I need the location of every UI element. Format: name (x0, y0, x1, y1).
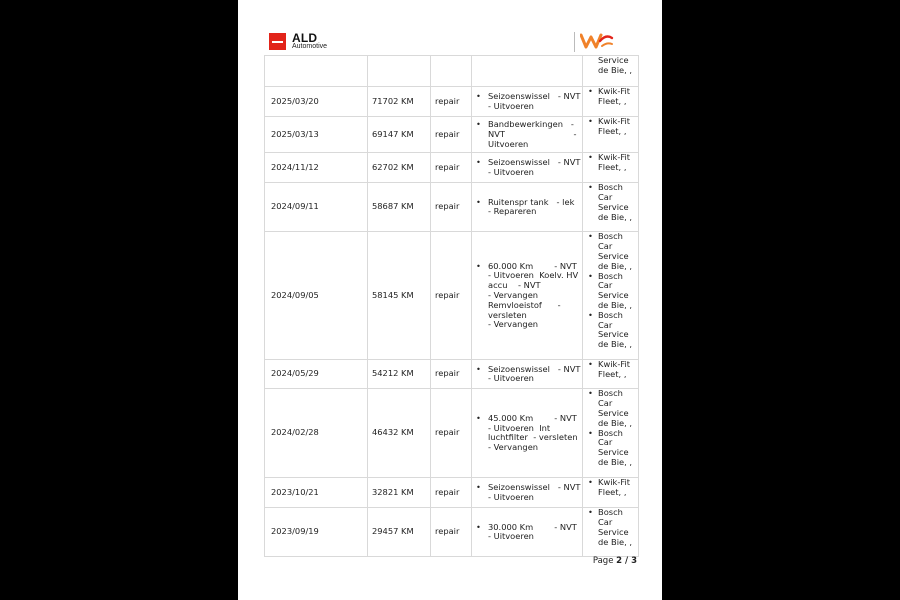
type-cell: repair (431, 508, 472, 557)
activity-line: • 60.000 Km - NVT (488, 260, 577, 271)
supplier-item (586, 478, 636, 498)
date-cell: 2024/02/28 (265, 389, 368, 478)
supplier-line: • Bosch (598, 427, 623, 438)
date-cell: 2025/03/13 (265, 117, 368, 153)
activity-line: - Uitvoeren (488, 100, 534, 111)
type-cell: repair (431, 478, 472, 508)
supplier-line: Fleet, , (598, 369, 627, 380)
supplier-item (586, 232, 636, 271)
activity-line: - Repareren (488, 206, 537, 217)
ald-logo-mark (269, 33, 286, 50)
activity-item (476, 482, 581, 503)
supplier-item (586, 429, 636, 468)
activity-line: - Vervangen (488, 319, 539, 330)
supplier-line: Fleet, , (598, 162, 627, 173)
table-row (265, 183, 639, 232)
page-label: Page (592, 556, 614, 566)
mileage-cell: 58145 KM (368, 232, 431, 360)
supplier-cell (583, 389, 639, 478)
date-cell: 2023/10/21 (265, 478, 368, 508)
supplier-line: de Bie, , (598, 456, 633, 467)
supplier-line: de Bie, , (598, 64, 633, 75)
supplier-line: Service (598, 201, 629, 212)
activity-line: - Uitvoeren Int (488, 422, 551, 433)
activity-line: - Uitvoeren (488, 491, 534, 502)
supplier-cell (583, 478, 639, 508)
activity-item (476, 198, 578, 218)
supplier-line: • Bosch (598, 182, 623, 193)
activity-line: • Bandbewerkingen - (488, 119, 574, 129)
supplier-line: Car (598, 437, 613, 448)
activity-cell (472, 183, 583, 232)
supplier-line: Service (598, 329, 629, 340)
leaseplan-logo-icon (580, 32, 614, 50)
activity-cell (472, 360, 583, 389)
supplier-line: • Bosch (598, 388, 623, 399)
type-cell: repair (431, 117, 472, 153)
table-row (265, 389, 639, 478)
supplier-line: • Kwik-Fit (598, 116, 631, 126)
activity-cell (472, 153, 583, 183)
page-current: 2 (616, 556, 623, 566)
activity-cell (472, 478, 583, 508)
type-cell: repair (431, 87, 472, 117)
table-row (265, 508, 639, 557)
activity-line: - Uitvoeren (488, 531, 534, 542)
supplier-line: • Kwik-Fit (598, 152, 631, 163)
supplier-line: Car (598, 241, 613, 252)
date-cell: 2024/09/11 (265, 183, 368, 232)
activity-line: - Vervangen (488, 442, 539, 453)
supplier-line: Fleet, , (598, 95, 627, 106)
supplier-line: • Bosch (598, 309, 623, 320)
activity-item (476, 363, 581, 385)
activity-line: NVT - (488, 128, 577, 139)
type-cell: repair (431, 183, 472, 232)
mileage-cell: 71702 KM (368, 87, 431, 117)
date-cell (265, 56, 368, 87)
supplier-line: de Bie, , (598, 299, 633, 310)
ald-logo-sub: Automotive (292, 43, 328, 50)
supplier-line: Service (598, 55, 629, 65)
supplier-line: Car (598, 280, 613, 291)
supplier-line: Fleet, , (598, 125, 627, 136)
date-cell: 2024/05/29 (265, 360, 368, 389)
activity-line: - Uitvoeren (488, 373, 534, 384)
supplier-line: de Bie, , (598, 211, 633, 222)
supplier-line: de Bie, , (598, 536, 633, 547)
page-number (593, 556, 637, 566)
page-total: 3 (631, 556, 637, 566)
activity-line: • Seizoenswissel - NVT (488, 157, 581, 168)
ald-logo-name: ALD (292, 31, 318, 45)
supplier-cell (583, 56, 639, 87)
supplier-line: Service (598, 526, 629, 537)
supplier-line: Car (598, 398, 613, 409)
supplier-cell (583, 153, 639, 183)
type-cell: repair (431, 360, 472, 389)
table-row (265, 117, 639, 153)
table-row (265, 232, 639, 360)
mileage-cell: 69147 KM (368, 117, 431, 153)
supplier-line: • Kwik-Fit (598, 477, 631, 488)
supplier-item (586, 360, 636, 380)
activity-item (476, 414, 578, 453)
activity-line: • Ruitenspr tank - lek (488, 196, 575, 207)
supplier-item (586, 311, 636, 350)
mileage-cell: 62702 KM (368, 153, 431, 183)
supplier-line: • Bosch (598, 270, 623, 281)
activity-cell (472, 56, 583, 87)
activity-line: • Seizoenswissel - NVT (488, 363, 581, 374)
maintenance-table-body (265, 56, 639, 557)
supplier-line: Car (598, 319, 613, 330)
type-cell: repair (431, 389, 472, 478)
activity-line: Uitvoeren (488, 138, 529, 149)
supplier-cell (583, 183, 639, 232)
mileage-cell: 54212 KM (368, 360, 431, 389)
supplier-item (586, 272, 636, 311)
activity-line: accu - NVT (488, 280, 541, 291)
supplier-line: de Bie, , (598, 339, 633, 350)
activity-cell (472, 87, 583, 117)
supplier-cell (583, 87, 639, 117)
activity-item (476, 120, 578, 149)
activity-line: Remvloeistof - (488, 299, 561, 310)
supplier-line: Service (598, 250, 629, 261)
supplier-cell (583, 232, 639, 360)
mileage-cell: 32821 KM (368, 478, 431, 508)
maintenance-history-table (264, 55, 638, 557)
activity-item (476, 523, 578, 543)
supplier-line: Service (598, 407, 629, 418)
activity-line: versleten (488, 309, 527, 320)
activity-cell (472, 508, 583, 557)
activity-line: - Uitvoeren Koelv. HV (488, 270, 579, 281)
supplier-item (586, 87, 636, 107)
table-row (265, 56, 639, 87)
activity-line: • 45.000 Km - NVT (488, 412, 577, 423)
activity-line: - Vervangen (488, 289, 539, 300)
type-cell: repair (431, 153, 472, 183)
activity-cell (472, 389, 583, 478)
mileage-cell (368, 56, 431, 87)
activity-cell (472, 117, 583, 153)
page-separator: / (622, 556, 632, 566)
mileage-cell: 58687 KM (368, 183, 431, 232)
supplier-line: • Kwik-Fit (598, 86, 631, 96)
mileage-cell: 46432 KM (368, 389, 431, 478)
date-cell: 2025/03/20 (265, 87, 368, 117)
supplier-line: • Bosch (598, 231, 623, 242)
supplier-line: • Kwik-Fit (598, 359, 631, 370)
activity-line: - Uitvoeren (488, 166, 534, 177)
mileage-cell: 29457 KM (368, 508, 431, 557)
supplier-cell (583, 117, 639, 153)
date-cell: 2024/11/12 (265, 153, 368, 183)
supplier-line: Fleet, , (598, 487, 627, 498)
supplier-line: Car (598, 192, 613, 203)
supplier-item (586, 183, 636, 222)
date-cell: 2023/09/19 (265, 508, 368, 557)
date-cell: 2024/09/05 (265, 232, 368, 360)
supplier-item (586, 389, 636, 428)
activity-item (476, 262, 578, 331)
supplier-item (586, 508, 636, 547)
activity-line: • Seizoenswissel - NVT (488, 482, 581, 493)
logo-divider (574, 32, 575, 52)
activity-line: luchtfilter - versleten (488, 432, 578, 443)
type-cell (431, 56, 472, 87)
activity-item (476, 90, 581, 112)
supplier-line: Car (598, 517, 613, 528)
type-cell: repair (431, 232, 472, 360)
supplier-line: Service (598, 447, 629, 458)
supplier-cell (583, 360, 639, 389)
supplier-line: de Bie, , (598, 417, 633, 428)
activity-item (476, 157, 581, 178)
supplier-line: • Bosch (598, 507, 623, 518)
activity-cell (472, 232, 583, 360)
supplier-item (586, 153, 636, 173)
table-row (265, 153, 639, 183)
supplier-item (586, 117, 636, 137)
table-row (265, 478, 639, 508)
table-row (265, 360, 639, 389)
supplier-item (586, 56, 636, 76)
supplier-cell (583, 508, 639, 557)
supplier-line: Service (598, 290, 629, 301)
activity-line: • Seizoenswissel - NVT (488, 90, 581, 101)
supplier-line: de Bie, , (598, 260, 633, 271)
document-page (238, 0, 662, 600)
table-row (265, 87, 639, 117)
activity-line: • 30.000 Km - NVT (488, 521, 577, 532)
